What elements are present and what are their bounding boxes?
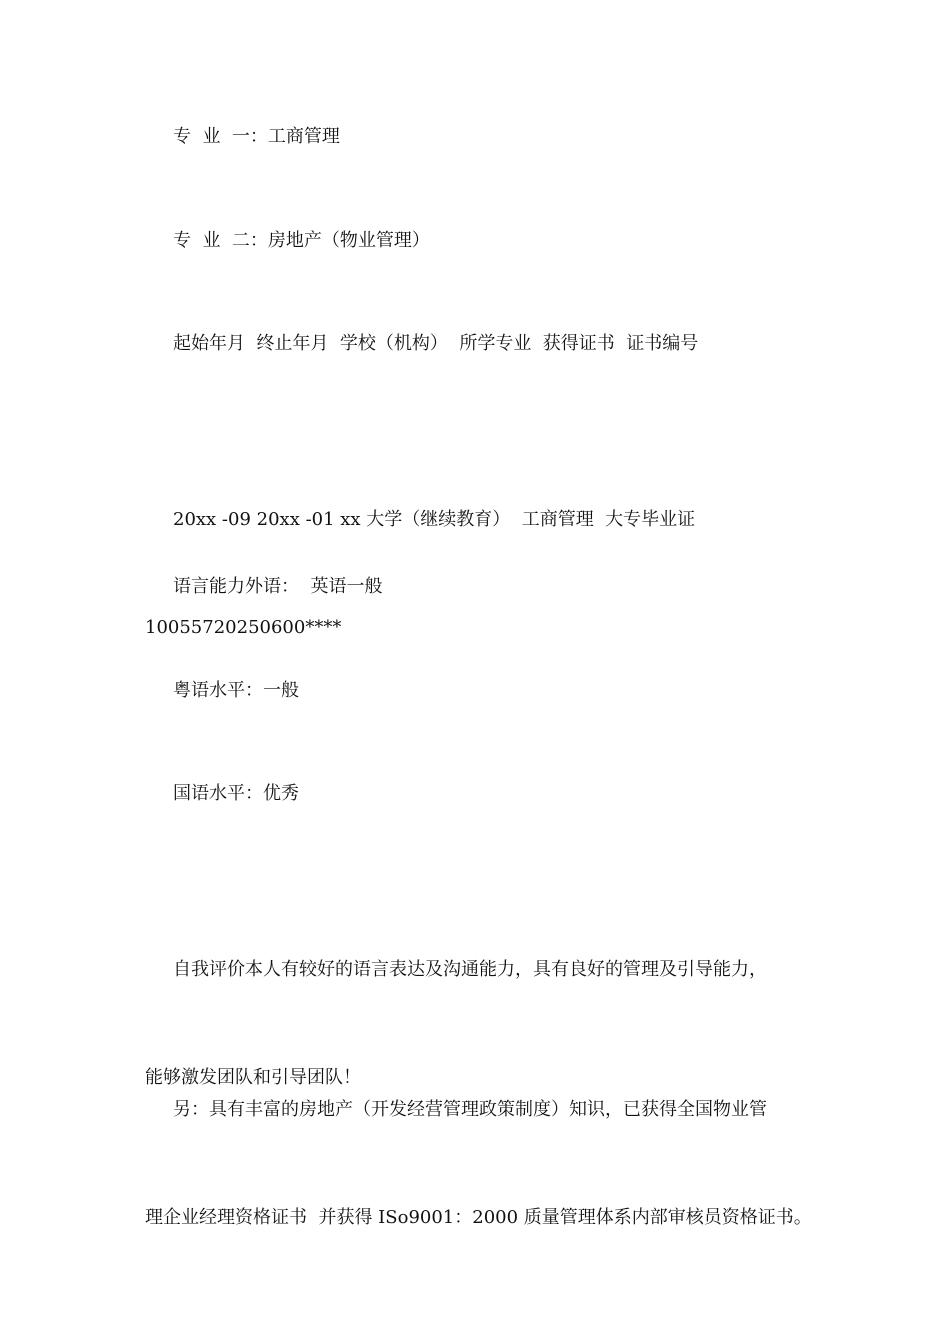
- self-evaluation-line1: 自我评价本人有较好的语言表达及沟通能力，具有良好的管理及引导能力，: [173, 959, 767, 980]
- language-foreign: 语言能力外语： 英语一般: [173, 576, 383, 597]
- other-qualifications: [145, 1020, 845, 1308]
- other-qualifications-line1: 另：具有丰富的房地产（开发经营管理政策制度）知识，已获得全国物业管: [173, 1099, 767, 1120]
- other-qualifications-line2: 理企业经理资格证书 并获得 ISo9001：2000 质量管理体系内部审核员资格证书。: [145, 1207, 812, 1228]
- self-evaluation-line2: 能够激发团队和引导团队！: [145, 1067, 361, 1088]
- major-two: 专 业 二：房地产（物业管理）: [173, 230, 430, 251]
- major-one: 专 业 一：工商管理: [173, 126, 340, 147]
- education-row-line1: 20xx -09 20xx -01 xx 大学（继续教育） 工商管理 大专毕业证: [173, 509, 696, 530]
- education-row-line2: 10055720250600****: [145, 617, 342, 638]
- education-header: 起始年月 终止年月 学校（机构） 所学专业 获得证书 证书编号: [173, 333, 699, 354]
- language-cantonese: 粤语水平：一般: [173, 680, 299, 701]
- language-mandarin: 国语水平：优秀: [173, 783, 299, 804]
